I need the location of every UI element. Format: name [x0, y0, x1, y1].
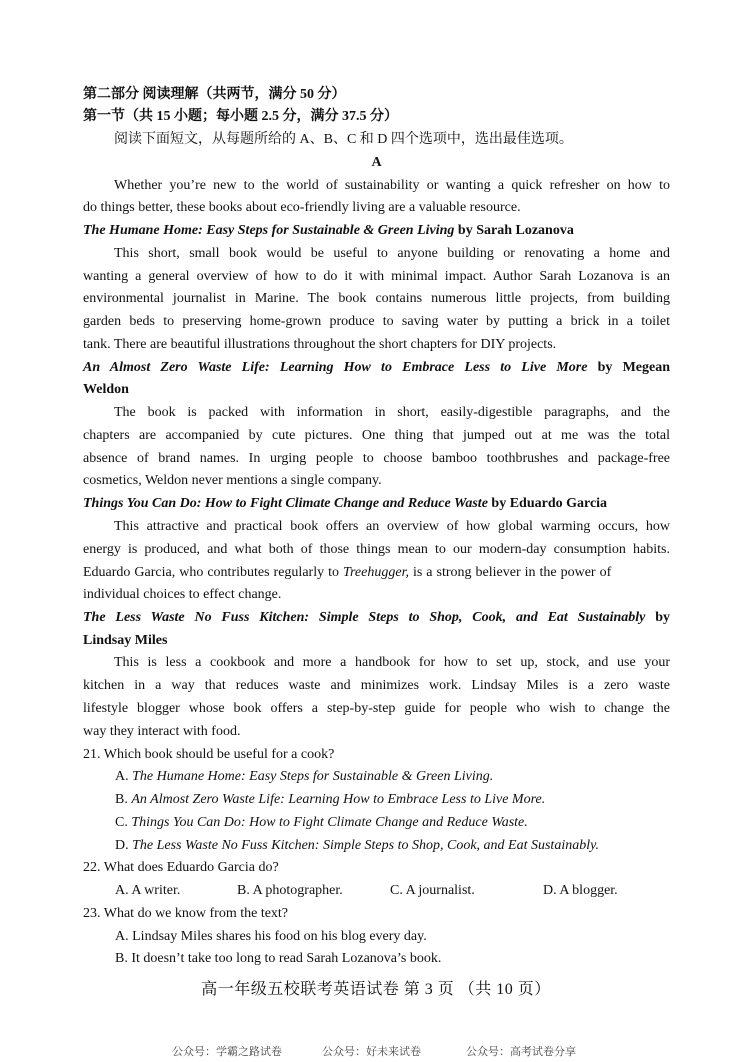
book-title-line: [83, 494, 670, 514]
answer-option[interactable]: [115, 767, 675, 787]
intro-line: do things better, these books about eco-friendly living are a valuable resource.: [83, 200, 521, 215]
watermark: 公众号：学霸之路试卷: [172, 1046, 282, 1058]
watermark: 公众号：高考试卷分享: [466, 1046, 576, 1058]
book-title: The Humane Home: Easy Steps for Sustainable & Green Living: [83, 223, 455, 238]
book-body-line: The book is packed with information in short, easily-digestible paragraphs, and the: [114, 405, 670, 420]
answer-options-row: [115, 881, 675, 901]
book-author: by Megean: [587, 360, 671, 375]
option-key: D.: [115, 838, 133, 853]
answer-option[interactable]: [115, 813, 675, 833]
answer-option[interactable]: A. A writer.: [115, 883, 181, 898]
book-body-line: kitchen in a way that reduces waste and minimizes work. Lindsay Miles is a zero waste: [83, 678, 670, 693]
publication-name: Treehugger,: [342, 565, 409, 580]
book-author-cont: Lindsay Miles: [83, 633, 168, 648]
question-stem: 23. What do we know from the text?: [83, 906, 289, 921]
passage-label: A: [371, 155, 382, 170]
intro-line: Whether you’re new to the world of sustainability or wanting a quick refresher on how to: [114, 178, 670, 193]
answer-option[interactable]: C. A journalist.: [390, 883, 475, 898]
book-body-line: absence of brand names. In urging people to choose bamboo toothbrushes and package-free: [83, 451, 670, 466]
book-body-line: cosmetics, Weldon never mentions a single company.: [83, 473, 382, 488]
answer-option[interactable]: [115, 949, 675, 969]
book-author: by: [645, 610, 670, 625]
book-body-line: wanting a general overview of how to do it with minimal impact. Author Sarah Lozanova is an: [83, 269, 670, 284]
question-stem: 22. What does Eduardo Garcia do?: [83, 860, 279, 875]
book-body-line: way they interact with food.: [83, 724, 241, 739]
answer-option[interactable]: D. A blogger.: [543, 883, 618, 898]
book-author: by Sarah Lozanova: [454, 223, 574, 238]
book-body-line: [83, 563, 670, 583]
book-body-line: energy is produced, and what both of those things mean to our modern-day consumption habits.: [83, 542, 670, 557]
book-title: An Almost Zero Waste Life: Learning How to Embrace Less to Live More: [83, 360, 588, 375]
book-title: The Less Waste No Fuss Kitchen: Simple Steps to Shop, Cook, and Eat Sustainably: [83, 610, 646, 625]
option-text: An Almost Zero Waste Life: Learning How to Embrace Less to Live More.: [131, 792, 546, 807]
answer-option[interactable]: [115, 927, 675, 947]
book-title-line: [83, 358, 670, 378]
answer-option[interactable]: B. A photographer.: [237, 883, 343, 898]
part-title: 第二部分 阅读理解（共两节，满分 50 分）: [83, 87, 346, 102]
question-stem: 21. Which book should be useful for a cook?: [83, 747, 335, 762]
option-text: Things You Can Do: How to Fight Climate Change and Reduce Waste.: [131, 815, 528, 830]
section-subtitle: 第一节（共 15 小题；每小题 2.5 分，满分 37.5 分）: [83, 109, 398, 124]
book-author: by Eduardo Garcia: [487, 496, 608, 511]
book-body-line: garden beds to preserving home-grown produce to saving water by putting a brick in a toilet: [83, 314, 670, 329]
book-title: Things You Can Do: How to Fight Climate Change and Reduce Waste: [83, 496, 488, 511]
book-body-line: This short, small book would be useful to anyone building or renovating a home and: [114, 246, 670, 261]
watermark: 公众号：好未来试卷: [322, 1046, 421, 1058]
option-text: The Less Waste No Fuss Kitchen: Simple Steps to Shop, Cook, and Eat Sustainably.: [132, 838, 600, 853]
book-body-line: tank. There are beautiful illustrations throughout the short chapters for DIY projects.: [83, 337, 557, 352]
option-key: B.: [115, 951, 132, 966]
book-body-line: lifestyle blogger whose book offers a step-by-step guide for people who wish to change the: [83, 701, 670, 716]
option-text: It doesn’t take too long to read Sarah Lozanova’s book.: [131, 951, 442, 966]
body-text: is a strong believer in the power of: [408, 565, 612, 580]
answer-option[interactable]: [115, 836, 675, 856]
book-body-line: individual choices to effect change.: [83, 587, 282, 602]
book-title-line: [83, 608, 670, 628]
page-footer: 高一年级五校联考英语试卷 第 3 页 （共 10 页）: [201, 981, 551, 998]
instruction: 阅读下面短文，从每题所给的 A、B、C 和 D 四个选项中，选出最佳选项。: [114, 132, 573, 147]
answer-option[interactable]: [115, 790, 675, 810]
option-key: A.: [115, 929, 133, 944]
book-body-line: environmental journalist in Marine. The book contains numerous little projects, from building: [83, 291, 670, 306]
book-title-line: [83, 221, 670, 241]
book-body-line: This is less a cookbook and more a handbook for how to set up, stock, and use your: [114, 655, 670, 670]
body-text: Eduardo Garcia, who contributes regularly to: [83, 565, 343, 580]
option-key: B.: [115, 792, 132, 807]
book-body-line: chapters are accompanied by cute pictures. One thing that jumped out at me was the total: [83, 428, 670, 443]
book-body-line: This attractive and practical book offers an overview of how global warming occurs, how: [114, 519, 670, 534]
option-text: Lindsay Miles shares his food on his blog every day.: [132, 929, 427, 944]
option-key: A.: [115, 769, 133, 784]
option-text: The Humane Home: Easy Steps for Sustainable & Green Living.: [132, 769, 494, 784]
book-author-cont: Weldon: [83, 382, 129, 397]
option-key: C.: [115, 815, 132, 830]
